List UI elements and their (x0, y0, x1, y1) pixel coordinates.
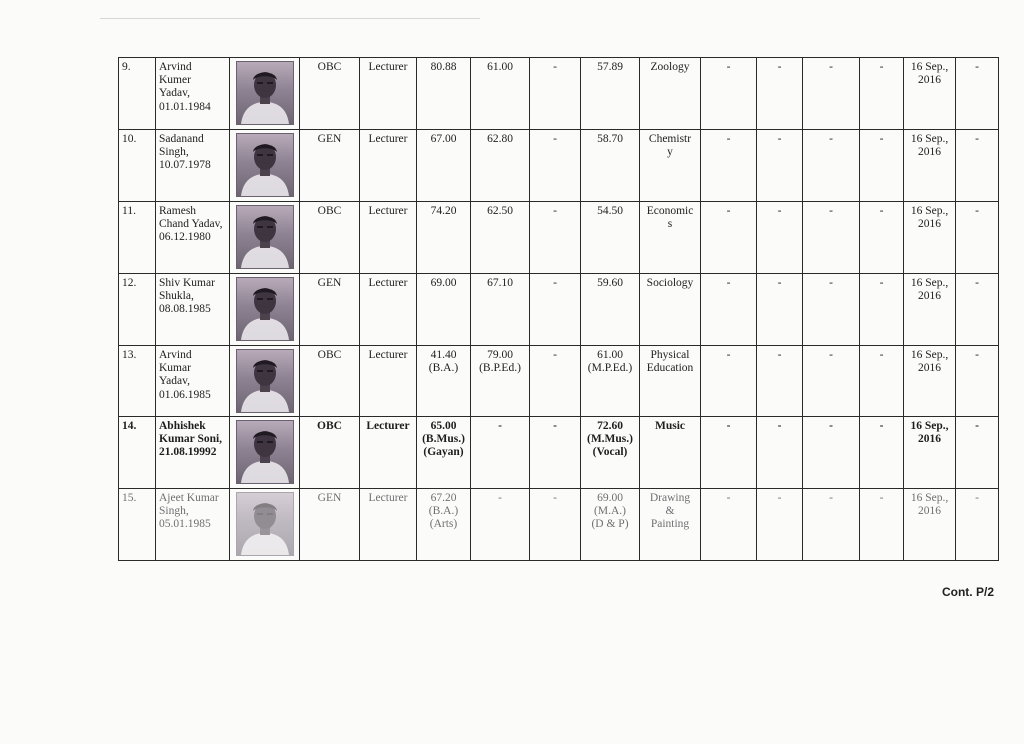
date-cell-line: 16 Sep., (910, 133, 949, 145)
date-cell-line: 16 Sep., (910, 492, 949, 504)
subject-cell-line: Zoology (650, 61, 690, 73)
dash-cell-4: - (860, 417, 904, 489)
date-cell (904, 417, 956, 489)
score-cell-4 (581, 130, 640, 202)
dash-cell-3: - (803, 489, 860, 561)
dash-cell-2: - (757, 202, 803, 274)
candidate-name-cell-line: 08.08.1985 (159, 303, 211, 316)
subject-cell-line: Physical (650, 349, 690, 361)
candidate-name-cell-line: Sadanand (159, 133, 204, 145)
score-cell-2-line: 67.10 (487, 277, 513, 289)
candidate-name-cell-line: Singh, (159, 505, 189, 518)
score-cell-2 (471, 274, 530, 346)
score-cell-1 (417, 274, 471, 346)
scan-artifact-line (100, 18, 480, 19)
candidate-name-cell-line: Singh, (159, 146, 189, 159)
score-cell-3: - (530, 489, 581, 561)
candidate-name-cell (156, 58, 230, 130)
serial-number-cell: 9. (119, 58, 156, 130)
dash-cell-1: - (701, 202, 757, 274)
post-cell: Lecturer (360, 130, 417, 202)
table-row (119, 202, 999, 274)
dash-cell-4: - (860, 274, 904, 346)
score-cell-2 (471, 346, 530, 417)
continuation-note: Cont. P/2 (941, 585, 994, 599)
dash-cell-4: - (860, 202, 904, 274)
subject-cell (640, 417, 701, 489)
post-cell: Lecturer (360, 202, 417, 274)
candidate-name-cell-line: 01.01.1984 (159, 100, 211, 113)
score-cell-4-line: 59.60 (597, 277, 623, 289)
dash-cell-1: - (701, 346, 757, 417)
candidate-name-cell-line: 21.08.19992 (159, 446, 217, 459)
date-cell-line: 2016 (918, 74, 941, 87)
subject-cell-line: & (665, 505, 675, 518)
post-cell: Lecturer (360, 417, 417, 489)
score-cell-3: - (530, 346, 581, 417)
score-cell-4 (581, 58, 640, 130)
candidate-name-cell-line: Kumer (159, 74, 191, 87)
score-cell-4-line: 61.00 (597, 349, 623, 361)
score-cell-1 (417, 417, 471, 489)
photo-cell (230, 346, 300, 417)
score-cell-1-line: 67.00 (430, 133, 457, 145)
score-cell-3: - (530, 58, 581, 130)
date-cell-line: 16 Sep., (910, 349, 949, 361)
subject-cell (640, 58, 701, 130)
subject-cell-line: y (667, 146, 673, 159)
score-cell-2 (471, 58, 530, 130)
dash-cell-3: - (803, 274, 860, 346)
dash-cell-2: - (757, 130, 803, 202)
subject-cell-line: Painting (650, 518, 690, 531)
post-cell: Lecturer (360, 489, 417, 561)
subject-cell-line: Sociology (646, 277, 694, 289)
candidate-photo (236, 420, 294, 484)
photo-cell (230, 417, 300, 489)
score-cell-2 (471, 130, 530, 202)
dash-cell-4: - (860, 489, 904, 561)
candidate-name-cell (156, 130, 230, 202)
dash-cell-2: - (757, 417, 803, 489)
score-cell-3: - (530, 130, 581, 202)
category-cell: OBC (300, 58, 360, 130)
candidate-name-cell-line: Abhishek (159, 420, 206, 432)
subject-cell (640, 130, 701, 202)
score-cell-2-line: (B.P.Ed.) (479, 362, 521, 375)
photo-cell (230, 274, 300, 346)
candidate-name-cell-line: Kumar (159, 362, 191, 375)
score-cell-4-line: (D & P) (591, 518, 629, 531)
candidate-photo (236, 349, 294, 413)
score-cell-1-line: (B.A.) (428, 362, 459, 375)
score-cell-1-line: (B.A.) (428, 505, 459, 518)
dash-cell-2: - (757, 274, 803, 346)
post-cell: Lecturer (360, 274, 417, 346)
candidate-name-cell-line: Kumar Soni, (159, 433, 223, 446)
date-cell-line: 2016 (918, 146, 941, 159)
score-cell-1-line: (B.Mus.) (422, 433, 465, 446)
candidate-name-cell (156, 274, 230, 346)
score-cell-2-line: 79.00 (487, 349, 513, 361)
candidate-name-cell-line: Arvind (159, 61, 192, 73)
subject-cell (640, 346, 701, 417)
date-cell-line: 16 Sep., (910, 420, 949, 432)
table-body (119, 58, 999, 561)
score-cell-1-line: (Gayan) (423, 446, 464, 459)
date-cell (904, 130, 956, 202)
photo-cell (230, 489, 300, 561)
table-row (119, 346, 999, 417)
table-row (119, 130, 999, 202)
dash-cell-3: - (803, 202, 860, 274)
category-cell: GEN (300, 274, 360, 346)
subject-cell-line: Education (646, 362, 694, 375)
date-cell (904, 274, 956, 346)
dash-cell-1: - (701, 58, 757, 130)
serial-number-cell: 11. (119, 202, 156, 274)
score-cell-4-line: (Vocal) (592, 446, 628, 459)
score-cell-2-line: - (498, 492, 502, 504)
score-cell-4-line: 57.89 (597, 61, 623, 73)
score-cell-1-line: 74.20 (430, 205, 457, 217)
dash-cell-2: - (757, 58, 803, 130)
candidate-photo (236, 492, 294, 556)
photo-cell (230, 58, 300, 130)
candidate-name-cell (156, 417, 230, 489)
candidate-photo (236, 277, 294, 341)
score-cell-1-line: 69.00 (430, 277, 457, 289)
score-cell-4-line: (M.Mus.) (587, 433, 633, 446)
candidate-name-cell (156, 202, 230, 274)
dash-cell-1: - (701, 274, 757, 346)
remark-cell: - (956, 202, 999, 274)
dash-cell-1: - (701, 130, 757, 202)
dash-cell-1: - (701, 417, 757, 489)
date-cell-line: 2016 (918, 505, 941, 518)
score-cell-4 (581, 346, 640, 417)
date-cell-line: 2016 (918, 433, 941, 446)
candidate-name-cell-line: 05.01.1985 (159, 518, 211, 531)
dash-cell-3: - (803, 130, 860, 202)
score-cell-1-line: 41.40 (430, 349, 457, 361)
candidate-name-cell-line: Yadav, (159, 375, 190, 388)
table-row (119, 417, 999, 489)
photo-cell (230, 130, 300, 202)
score-cell-4-line: 58.70 (597, 133, 623, 145)
score-cell-4 (581, 274, 640, 346)
candidate-photo (236, 205, 294, 269)
subject-cell-line: Economic (646, 205, 694, 217)
date-cell-line: 2016 (918, 290, 941, 303)
score-cell-2-line: 62.50 (487, 205, 513, 217)
score-cell-1 (417, 346, 471, 417)
serial-number-cell: 15. (119, 489, 156, 561)
serial-number-cell: 14. (119, 417, 156, 489)
dash-cell-2: - (757, 489, 803, 561)
dash-cell-4: - (860, 346, 904, 417)
candidate-name-cell-line: Shukla, (159, 290, 194, 303)
subject-cell (640, 274, 701, 346)
date-cell (904, 346, 956, 417)
date-cell (904, 202, 956, 274)
remark-cell: - (956, 417, 999, 489)
date-cell-line: 2016 (918, 218, 941, 231)
remark-cell: - (956, 58, 999, 130)
post-cell: Lecturer (360, 346, 417, 417)
candidate-photo (236, 133, 294, 197)
score-cell-1-line: 80.88 (430, 61, 457, 73)
serial-number-cell: 13. (119, 346, 156, 417)
score-cell-4 (581, 417, 640, 489)
subject-cell (640, 489, 701, 561)
score-cell-4-line: 54.50 (597, 205, 623, 217)
date-cell-line: 2016 (918, 362, 941, 375)
remark-cell: - (956, 274, 999, 346)
score-cell-1-line: (Arts) (429, 518, 458, 531)
remark-cell: - (956, 346, 999, 417)
remark-cell: - (956, 130, 999, 202)
candidate-name-cell-line: 10.07.1978 (159, 159, 211, 172)
score-cell-2 (471, 417, 530, 489)
serial-number-cell: 12. (119, 274, 156, 346)
date-cell-line: 16 Sep., (910, 205, 949, 217)
table-row (119, 489, 999, 561)
category-cell: GEN (300, 130, 360, 202)
score-cell-4 (581, 202, 640, 274)
date-cell-line: 16 Sep., (910, 277, 949, 289)
score-cell-2 (471, 489, 530, 561)
score-cell-1 (417, 489, 471, 561)
score-cell-2-line: - (498, 420, 502, 432)
candidate-name-cell-line: Chand Yadav, (159, 218, 223, 231)
table-row (119, 58, 999, 130)
date-cell (904, 58, 956, 130)
score-cell-3: - (530, 274, 581, 346)
candidate-name-cell (156, 346, 230, 417)
candidate-name-cell-line: Yadav, (159, 87, 190, 100)
date-cell-line: 16 Sep., (910, 61, 949, 73)
score-cell-2-line: 62.80 (487, 133, 513, 145)
score-cell-1 (417, 202, 471, 274)
dash-cell-4: - (860, 58, 904, 130)
candidate-name-cell-line: Ajeet Kumar (159, 492, 219, 504)
score-cell-1-line: 67.20 (430, 492, 457, 504)
dash-cell-3: - (803, 58, 860, 130)
score-cell-4 (581, 489, 640, 561)
candidate-name-cell-line: 06.12.1980 (159, 231, 211, 244)
dash-cell-3: - (803, 417, 860, 489)
score-cell-1-line: 65.00 (430, 420, 457, 432)
dash-cell-2: - (757, 346, 803, 417)
score-cell-3: - (530, 417, 581, 489)
subject-cell-line: Chemistr (648, 133, 692, 145)
candidate-name-cell (156, 489, 230, 561)
candidate-table (118, 57, 999, 561)
subject-cell-line: s (667, 218, 673, 231)
score-cell-2 (471, 202, 530, 274)
score-cell-1 (417, 130, 471, 202)
candidate-name-cell-line: 01.06.1985 (159, 388, 211, 401)
category-cell: OBC (300, 202, 360, 274)
subject-cell-line: Music (654, 420, 686, 432)
category-cell: OBC (300, 346, 360, 417)
post-cell: Lecturer (360, 58, 417, 130)
remark-cell: - (956, 489, 999, 561)
dash-cell-3: - (803, 346, 860, 417)
date-cell (904, 489, 956, 561)
serial-number-cell: 10. (119, 130, 156, 202)
candidate-name-cell-line: Shiv Kumar (159, 277, 215, 289)
dash-cell-1: - (701, 489, 757, 561)
score-cell-4-line: 69.00 (597, 492, 623, 504)
score-cell-4-line: 72.60 (597, 420, 623, 432)
score-cell-4-line: (M.P.Ed.) (587, 362, 633, 375)
category-cell: OBC (300, 417, 360, 489)
category-cell: GEN (300, 489, 360, 561)
subject-cell-line: Drawing (649, 492, 691, 504)
score-cell-1 (417, 58, 471, 130)
score-cell-4-line: (M.A.) (594, 505, 626, 518)
candidate-name-cell-line: Ramesh (159, 205, 197, 217)
candidate-photo (236, 61, 294, 125)
table-row (119, 274, 999, 346)
dash-cell-4: - (860, 130, 904, 202)
photo-cell (230, 202, 300, 274)
score-cell-3: - (530, 202, 581, 274)
score-cell-2-line: 61.00 (487, 61, 513, 73)
subject-cell (640, 202, 701, 274)
candidate-name-cell-line: Arvind (159, 349, 192, 361)
